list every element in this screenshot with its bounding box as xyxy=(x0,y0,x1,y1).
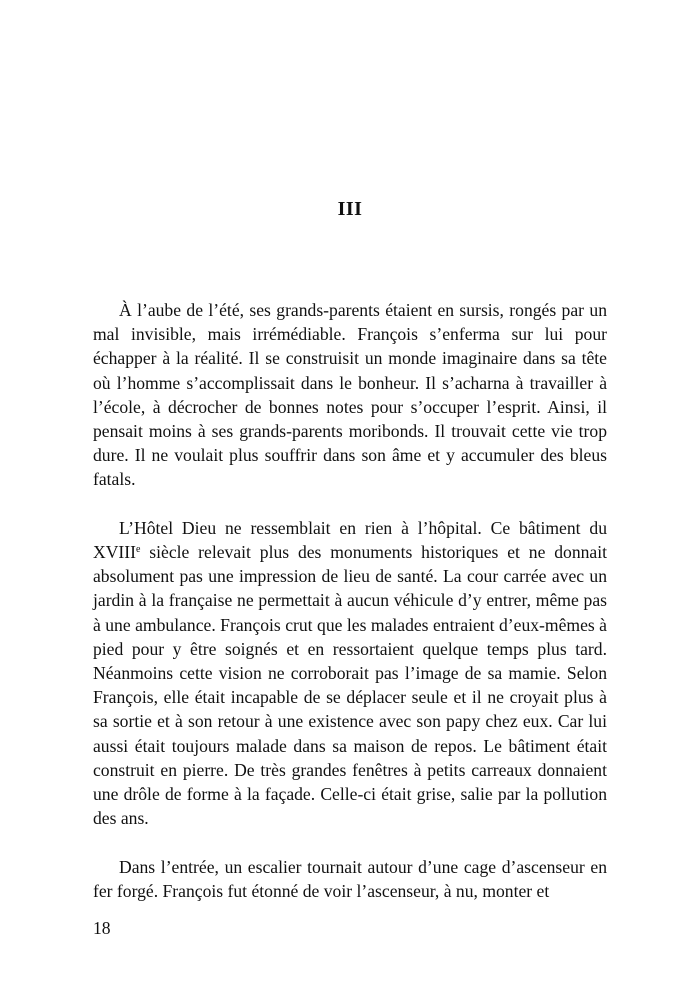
body-text xyxy=(93,298,607,903)
page-number: 18 xyxy=(93,918,111,938)
paragraph-2-start: L’Hôtel Dieu ne ressemblait en rien à l’hôpital. Ce bâtiment du XVIII xyxy=(93,517,607,563)
paragraph-1: À l’aube de l’été, ses grands-parents étaient en sursis, rongés par un mal invisible, mais irrémédiable. François s’enferma sur lui pour échapper à la réalité. Il se construisit un monde imaginaire dans sa tête où l’homme s’accomplissait dans le bonheur. Il s’acharna à travailler à l’école, à décrocher de bonnes notes pour s’occuper l’esprit. Ainsi, il pensait moins à ses grands-parents moribonds. Il trouvait cette vie trop dure. Il ne voulait plus souffrir dans son âme et y accumuler des bleus fatals. xyxy=(93,300,607,490)
paragraph-3: Dans l’entrée, un escalier tournait autour d’une cage d’ascenseur en fer forgé. François fut étonné de voir l’ascenseur, à nu, monter et xyxy=(93,856,607,901)
paragraph-2-rest: siècle relevait plus des monuments historiques et ne donnait absolument pas une impression de lieu de santé. La cour carrée avec un jardin à la française ne permettait à aucun véhicule d’y entrer, même pas à une ambulance. François crut que les malades entraient d’eux-mêmes à pied pour y être soignés et en ressortaient quelque temps plus tard. Néanmoins cette vision ne corroborait pas l’image de sa mamie. Selon François, elle était incapable de se déplacer seule et il ne croyait plus à sa sortie et à son retour à une existence avec son papy chez eux. Car lui aussi était toujours malade dans sa maison de repos. Le bâtiment était construit en pierre. De très grandes fenêtres à petits carreaux donnaient une drôle de forme à la façade. Celle-ci était grise, salie par la pollution des ans. xyxy=(93,542,607,829)
century-superscript: e xyxy=(136,544,141,556)
paragraph-2 xyxy=(93,516,607,831)
chapter-title: III xyxy=(337,198,363,220)
